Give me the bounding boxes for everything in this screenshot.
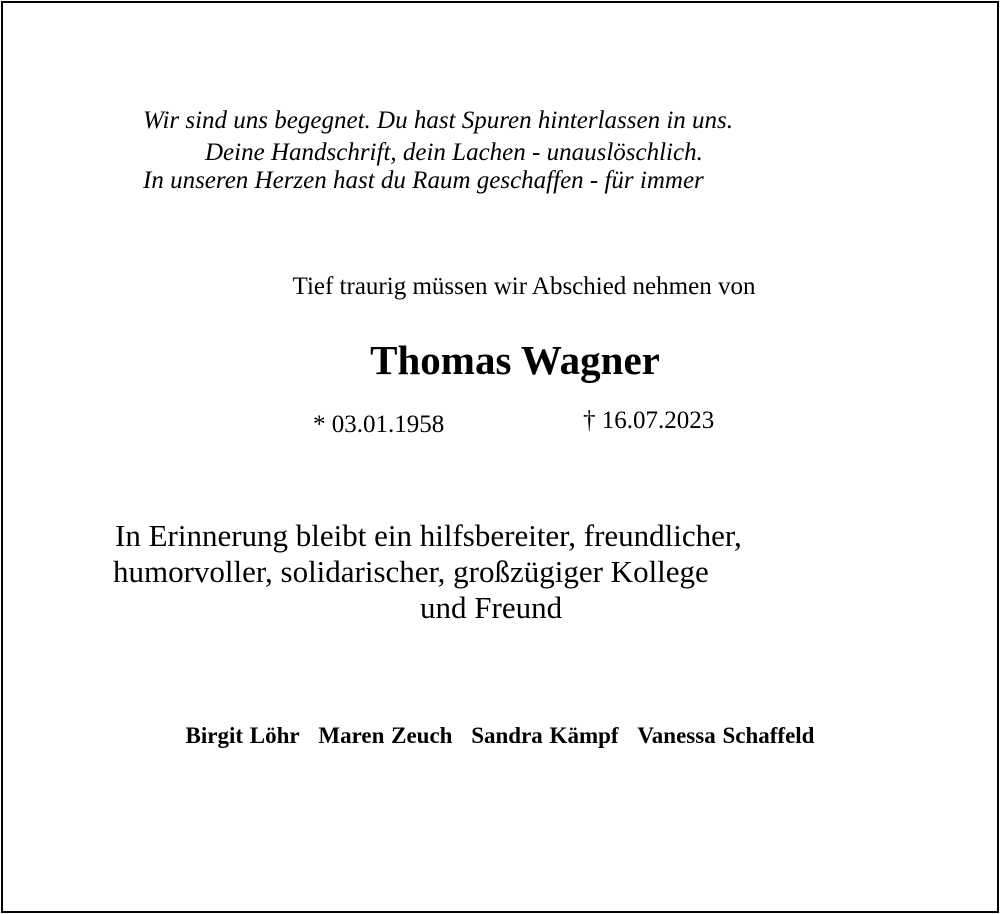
poem-line-2: Deine Handschrift, dein Lachen - unauslöschlich.: [205, 139, 703, 166]
poem-line-1: Wir sind uns begegnet. Du hast Spuren hinterlassen in uns.: [143, 107, 734, 134]
poem-line-3: In unseren Herzen hast du Raum geschaffen - für immer: [143, 167, 704, 194]
deceased-name: Thomas Wagner: [370, 337, 660, 383]
tribute-line-2: humorvoller, solidarischer, großzügiger Kollege: [113, 554, 709, 589]
signer-name: Birgit Löhr: [185, 723, 300, 748]
death-date: † 16.07.2023: [583, 407, 715, 434]
intro-text: Tief traurig müssen wir Abschied nehmen von: [292, 273, 756, 300]
tribute-line-1: In Erinnerung bleibt ein hilfsbereiter, freundlicher,: [115, 518, 742, 553]
signer-name: Vanessa Schaffeld: [637, 723, 815, 748]
birth-date: * 03.01.1958: [313, 411, 445, 438]
signer-name: Maren Zeuch: [318, 723, 453, 748]
tribute-line-3: und Freund: [420, 590, 563, 625]
signer-name: Sandra Kämpf: [471, 723, 619, 748]
notice-border: [1, 1, 999, 913]
signers-list: [0, 724, 1000, 747]
